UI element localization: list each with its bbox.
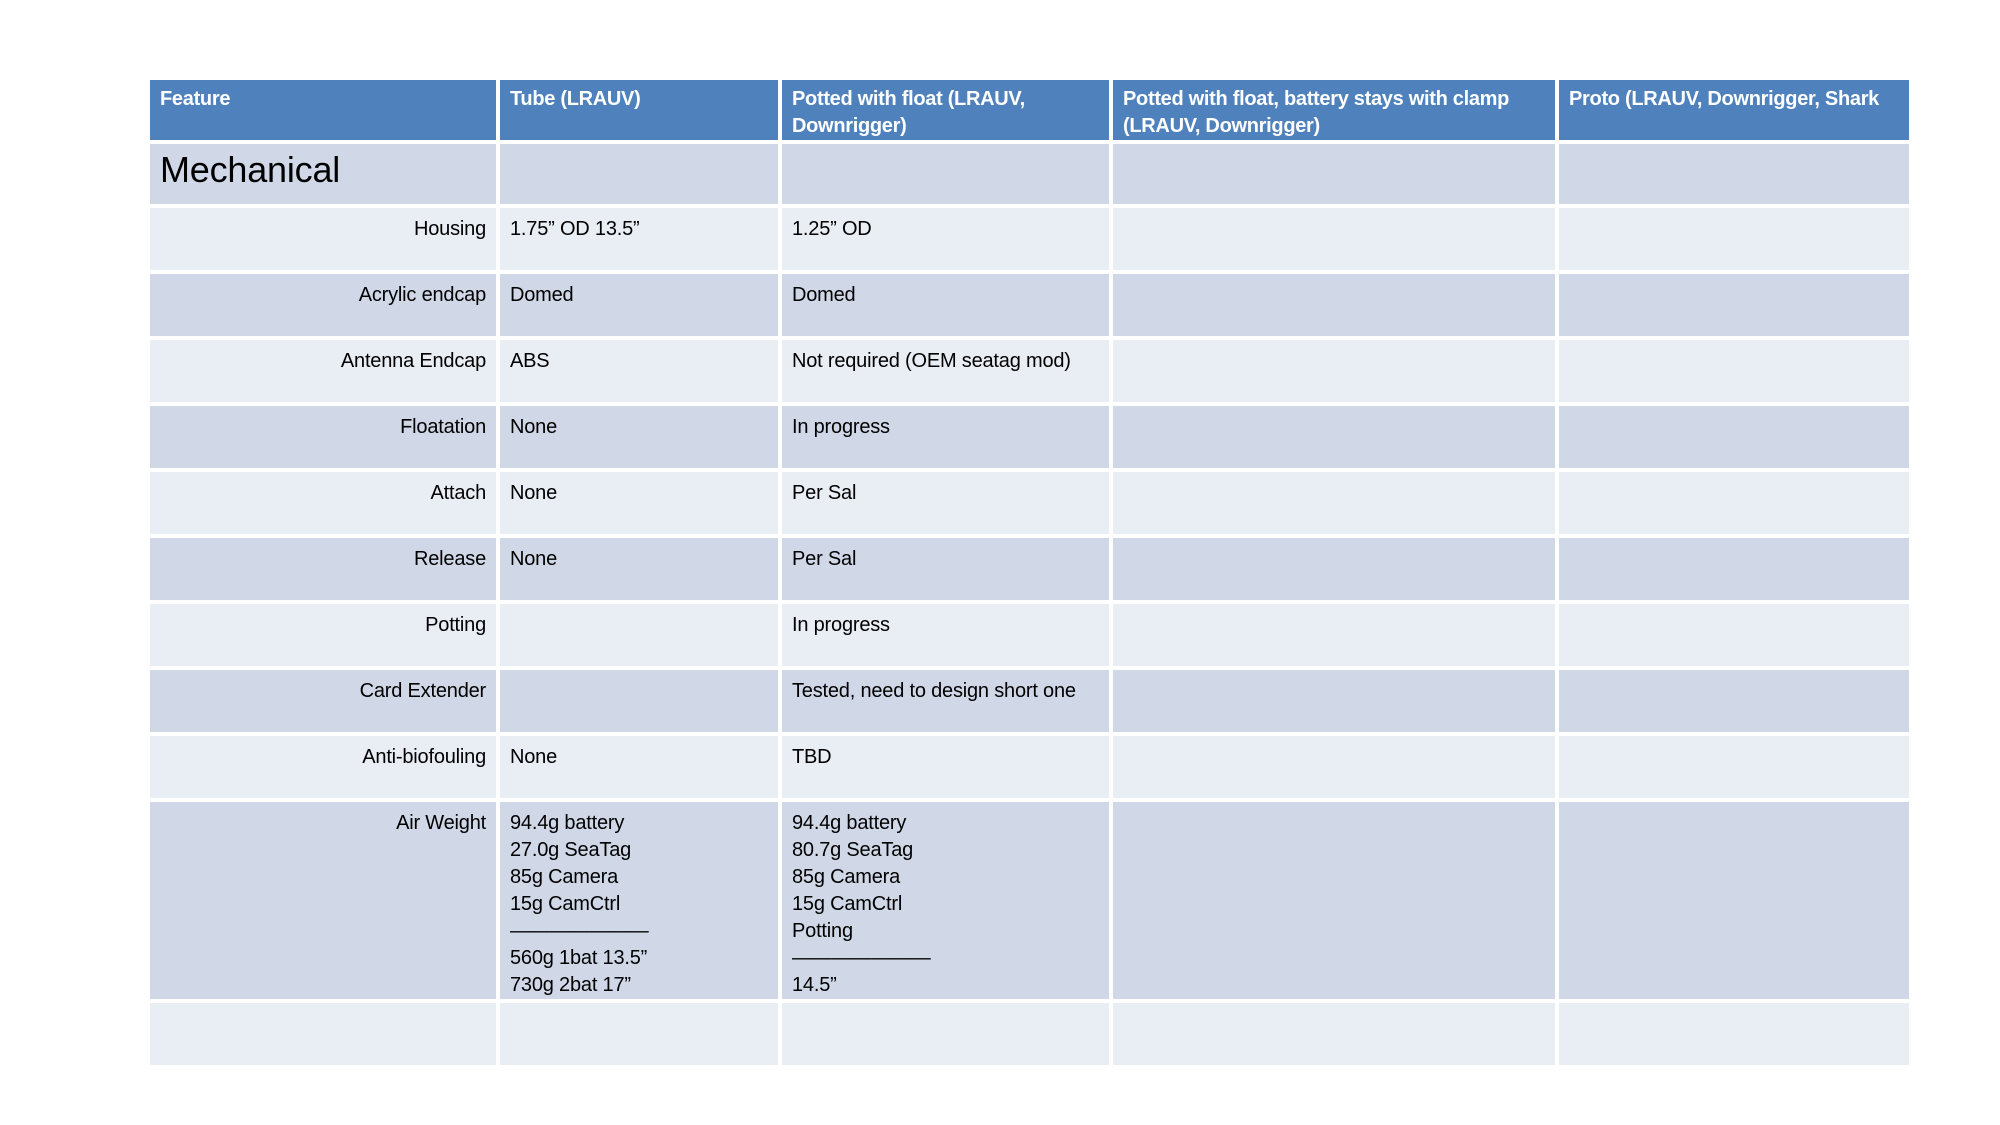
- tube-value: None: [500, 406, 778, 468]
- potted-clamp-value: [1113, 538, 1555, 600]
- proto-value: [1559, 274, 1909, 336]
- potted-clamp-value: [1113, 604, 1555, 666]
- table-row: [150, 802, 1909, 999]
- proto-value: [1559, 208, 1909, 270]
- proto-value: [1559, 472, 1909, 534]
- tube-value: None: [500, 472, 778, 534]
- section-title: Mechanical: [160, 149, 341, 190]
- table-row: [150, 472, 1909, 534]
- feature-label: Anti-biofouling: [150, 736, 496, 798]
- feature-label: Release: [150, 538, 496, 600]
- potted-clamp-value: [1113, 1003, 1555, 1065]
- feature-comparison-table: [146, 76, 1913, 1069]
- potted-clamp-value: [1113, 274, 1555, 336]
- feature-label: Air Weight: [150, 802, 496, 999]
- table-row: [150, 736, 1909, 798]
- feature-label: Acrylic endcap: [150, 274, 496, 336]
- proto-value: [1559, 736, 1909, 798]
- table-row: [150, 604, 1909, 666]
- potted-value: In progress: [782, 406, 1109, 468]
- feature-label: [150, 1003, 496, 1065]
- potted-clamp-value: [1113, 406, 1555, 468]
- potted-value: 1.25” OD: [782, 208, 1109, 270]
- table-row: [150, 406, 1909, 468]
- tube-value: Domed: [500, 274, 778, 336]
- section-row: [150, 144, 1909, 204]
- proto-value: [1559, 406, 1909, 468]
- potted-value: Per Sal: [782, 472, 1109, 534]
- table-cell: [500, 144, 778, 204]
- feature-label: Antenna Endcap: [150, 340, 496, 402]
- potted-value: Tested, need to design short one: [782, 670, 1109, 732]
- proto-value: [1559, 1003, 1909, 1065]
- tube-value: [500, 604, 778, 666]
- tube-value: [500, 1003, 778, 1065]
- proto-value: [1559, 604, 1909, 666]
- potted-value: 94.4g battery 80.7g SeaTag 85g Camera 15g CamCtrl Potting ——————— 14.5”: [782, 802, 1109, 999]
- tube-value: 94.4g battery 27.0g SeaTag 85g Camera 15g CamCtrl ——————— 560g 1bat 13.5” 730g 2bat 17”: [500, 802, 778, 999]
- feature-label: Attach: [150, 472, 496, 534]
- potted-clamp-value: [1113, 472, 1555, 534]
- tube-value: None: [500, 736, 778, 798]
- table-row: [150, 274, 1909, 336]
- table-cell: [1113, 144, 1555, 204]
- potted-value: [782, 1003, 1109, 1065]
- potted-value: Not required (OEM seatag mod): [782, 340, 1109, 402]
- proto-value: [1559, 538, 1909, 600]
- table-row: [150, 1003, 1909, 1065]
- feature-label: Potting: [150, 604, 496, 666]
- table-row: [150, 208, 1909, 270]
- header-potted: Potted with float (LRAUV, Downrigger): [782, 80, 1109, 140]
- potted-clamp-value: [1113, 670, 1555, 732]
- table-header-row: [150, 80, 1909, 140]
- potted-clamp-value: [1113, 340, 1555, 402]
- potted-clamp-value: [1113, 208, 1555, 270]
- potted-value: Domed: [782, 274, 1109, 336]
- table-cell: [782, 144, 1109, 204]
- header-tube: Tube (LRAUV): [500, 80, 778, 140]
- header-potted-clamp: Potted with float, battery stays with clamp (LRAUV, Downrigger): [1113, 80, 1555, 140]
- potted-value: In progress: [782, 604, 1109, 666]
- table-cell: [1559, 144, 1909, 204]
- table-row: [150, 340, 1909, 402]
- potted-clamp-value: [1113, 736, 1555, 798]
- feature-label: Floatation: [150, 406, 496, 468]
- potted-clamp-value: [1113, 802, 1555, 999]
- table-row: [150, 538, 1909, 600]
- proto-value: [1559, 670, 1909, 732]
- header-proto: Proto (LRAUV, Downrigger, Shark: [1559, 80, 1909, 140]
- proto-value: [1559, 340, 1909, 402]
- table-row: [150, 670, 1909, 732]
- potted-value: TBD: [782, 736, 1109, 798]
- tube-value: ABS: [500, 340, 778, 402]
- section-cell: [150, 144, 496, 204]
- tube-value: None: [500, 538, 778, 600]
- tube-value: [500, 670, 778, 732]
- tube-value: 1.75” OD 13.5”: [500, 208, 778, 270]
- proto-value: [1559, 802, 1909, 999]
- feature-label: Housing: [150, 208, 496, 270]
- potted-value: Per Sal: [782, 538, 1109, 600]
- feature-label: Card Extender: [150, 670, 496, 732]
- header-feature: Feature: [150, 80, 496, 140]
